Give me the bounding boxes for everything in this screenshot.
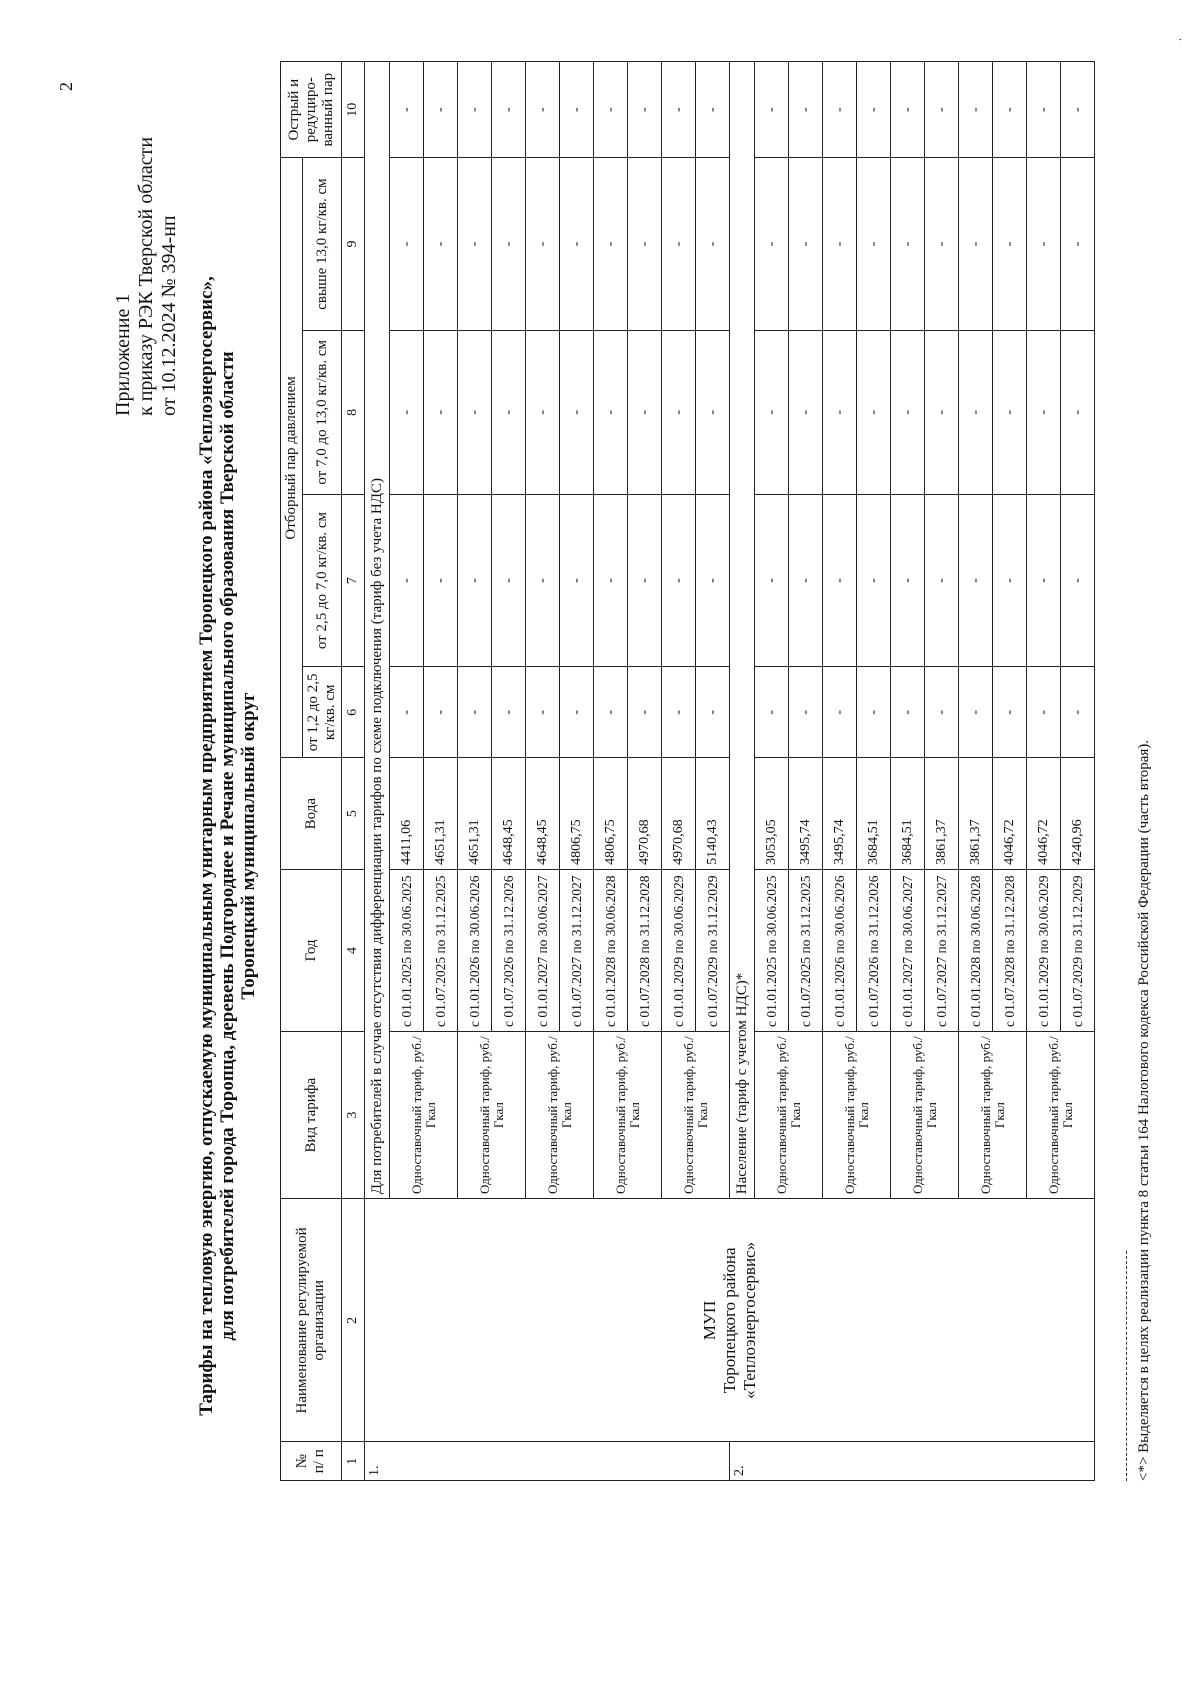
water-tariff: 4648,45 xyxy=(526,758,560,869)
tariff-kind: Одноставочный тариф, руб./Гкал xyxy=(458,1032,526,1199)
appendix-line-2: к приказу РЭК Тверской области xyxy=(135,136,157,416)
empty-dash-cell: - xyxy=(594,62,628,158)
header-pressure-4: свыше 13,0 кг/кв. см xyxy=(303,158,342,330)
empty-dash-cell: - xyxy=(755,667,789,758)
empty-dash-cell: - xyxy=(891,494,925,666)
period: с 01.07.2025 по 31.12.2025 xyxy=(789,869,823,1031)
water-tariff: 3684,51 xyxy=(891,758,925,869)
empty-dash-cell: - xyxy=(492,667,526,758)
period: с 01.07.2026 по 31.12.2026 xyxy=(857,869,891,1031)
header-pressure-1: от 1,2 до 2,5 кг/кв. см xyxy=(303,667,342,758)
period: с 01.01.2027 по 30.06.2027 xyxy=(891,869,925,1031)
empty-dash-cell: - xyxy=(1061,62,1095,158)
empty-dash-cell: - xyxy=(755,494,789,666)
organization-name-line: Торопецкого района xyxy=(719,1247,739,1394)
period: с 01.01.2025 по 30.06.2025 xyxy=(755,869,789,1031)
empty-dash-cell: - xyxy=(390,494,424,666)
col-number: 3 xyxy=(342,1032,365,1199)
period: с 01.07.2025 по 31.12.2025 xyxy=(424,869,458,1031)
water-tariff: 3684,51 xyxy=(857,758,891,869)
empty-dash-cell: - xyxy=(628,62,662,158)
empty-dash-cell: - xyxy=(959,330,993,494)
empty-dash-cell: - xyxy=(594,158,628,330)
empty-dash-cell: - xyxy=(424,494,458,666)
appendix-line-1: Приложение 1 xyxy=(112,293,134,416)
title-line-3: Торопецкий муниципальный округ xyxy=(238,692,259,1000)
empty-dash-cell: - xyxy=(662,158,696,330)
water-tariff: 3861,37 xyxy=(925,758,959,869)
period: с 01.01.2028 по 30.06.2028 xyxy=(594,869,628,1031)
empty-dash-cell: - xyxy=(492,62,526,158)
empty-dash-cell: - xyxy=(628,494,662,666)
period: с 01.07.2028 по 31.12.2028 xyxy=(993,869,1027,1031)
empty-dash-cell: - xyxy=(925,62,959,158)
empty-dash-cell: - xyxy=(925,330,959,494)
tariff-kind: Одноставочный тариф, руб./Гкал xyxy=(662,1032,730,1199)
section-title: Для потребителей в случае отсутствия дифференциации тарифов по схеме подключения (тариф без учета НДС) xyxy=(365,62,390,1199)
empty-dash-cell: - xyxy=(424,62,458,158)
empty-dash-cell: - xyxy=(925,667,959,758)
section-title: Население (тариф с учетом НДС)* xyxy=(730,62,755,1199)
water-tariff: 3495,74 xyxy=(789,758,823,869)
col-number: 9 xyxy=(342,158,365,330)
empty-dash-cell: - xyxy=(390,158,424,330)
empty-dash-cell: - xyxy=(492,330,526,494)
tariff-kind: Одноставочный тариф, руб./Гкал xyxy=(1027,1032,1095,1199)
empty-dash-cell: - xyxy=(458,330,492,494)
period: с 01.07.2029 по 31.12.2029 xyxy=(696,869,730,1031)
empty-dash-cell: - xyxy=(891,330,925,494)
header-no: № п/ п xyxy=(281,1442,342,1481)
empty-dash-cell: - xyxy=(959,494,993,666)
empty-dash-cell: - xyxy=(526,330,560,494)
empty-dash-cell: - xyxy=(424,158,458,330)
empty-dash-cell: - xyxy=(925,494,959,666)
header-sharp-steam: Острый и редуциро-ванный пар xyxy=(281,62,342,158)
empty-dash-cell: - xyxy=(424,667,458,758)
period: с 01.07.2029 по 31.12.2029 xyxy=(1061,869,1095,1031)
empty-dash-cell: - xyxy=(526,62,560,158)
tariff-kind: Одноставочный тариф, руб./Гкал xyxy=(891,1032,959,1199)
empty-dash-cell: - xyxy=(628,158,662,330)
corner-mark: . xyxy=(1170,38,1184,41)
empty-dash-cell: - xyxy=(755,330,789,494)
tariff-kind: Одноставочный тариф, руб./Гкал xyxy=(959,1032,1027,1199)
empty-dash-cell: - xyxy=(594,667,628,758)
water-tariff: 4046,72 xyxy=(993,758,1027,869)
empty-dash-cell: - xyxy=(526,494,560,666)
header-org: Наименование регулируемой организации xyxy=(281,1199,342,1442)
empty-dash-cell: - xyxy=(1061,330,1095,494)
empty-dash-cell: - xyxy=(560,158,594,330)
col-number: 8 xyxy=(342,330,365,494)
empty-dash-cell: - xyxy=(789,158,823,330)
empty-dash-cell: - xyxy=(959,667,993,758)
empty-dash-cell: - xyxy=(560,494,594,666)
tariff-kind: Одноставочный тариф, руб./Гкал xyxy=(755,1032,823,1199)
empty-dash-cell: - xyxy=(823,158,857,330)
empty-dash-cell: - xyxy=(492,494,526,666)
empty-dash-cell: - xyxy=(1027,667,1061,758)
empty-dash-cell: - xyxy=(696,667,730,758)
empty-dash-cell: - xyxy=(696,62,730,158)
appendix-note xyxy=(112,137,181,416)
section-number: 2. xyxy=(730,1442,1095,1481)
empty-dash-cell: - xyxy=(696,494,730,666)
water-tariff: 4648,45 xyxy=(492,758,526,869)
appendix-line-3: от 10.12.2024 № 394-нп xyxy=(158,215,180,416)
empty-dash-cell: - xyxy=(662,494,696,666)
organization-name-line: «Теплоэнергосервис» xyxy=(739,1241,759,1399)
empty-dash-cell: - xyxy=(628,330,662,494)
empty-dash-cell: - xyxy=(789,494,823,666)
empty-dash-cell: - xyxy=(925,158,959,330)
period: с 01.01.2029 по 30.06.2029 xyxy=(1027,869,1061,1031)
empty-dash-cell: - xyxy=(1061,158,1095,330)
empty-dash-cell: - xyxy=(1027,62,1061,158)
tariff-kind: Одноставочный тариф, руб./Гкал xyxy=(390,1032,458,1199)
col-number: 2 xyxy=(342,1199,365,1442)
organization-name-line: МУП xyxy=(699,1300,719,1341)
tariff-table xyxy=(280,61,1095,1481)
empty-dash-cell: - xyxy=(857,158,891,330)
header-water: Вода xyxy=(281,758,342,869)
header-pressure-2: от 2,5 до 7,0 кг/кв. см xyxy=(303,494,342,666)
empty-dash-cell: - xyxy=(823,330,857,494)
document-title xyxy=(196,236,259,1456)
col-number: 1 xyxy=(342,1442,365,1481)
period: с 01.01.2026 по 30.06.2026 xyxy=(823,869,857,1031)
empty-dash-cell: - xyxy=(696,330,730,494)
empty-dash-cell: - xyxy=(959,158,993,330)
col-number: 10 xyxy=(342,62,365,158)
empty-dash-cell: - xyxy=(993,158,1027,330)
empty-dash-cell: - xyxy=(993,330,1027,494)
water-tariff: 4240,96 xyxy=(1061,758,1095,869)
water-tariff: 3053,05 xyxy=(755,758,789,869)
empty-dash-cell: - xyxy=(628,667,662,758)
section-row xyxy=(365,62,390,1481)
period: с 01.07.2027 по 31.12.2027 xyxy=(925,869,959,1031)
empty-dash-cell: - xyxy=(1061,494,1095,666)
water-tariff: 4806,75 xyxy=(560,758,594,869)
period: с 01.01.2027 по 30.06.2027 xyxy=(526,869,560,1031)
period: с 01.07.2027 по 31.12.2027 xyxy=(560,869,594,1031)
water-tariff: 4970,68 xyxy=(628,758,662,869)
empty-dash-cell: - xyxy=(789,667,823,758)
empty-dash-cell: - xyxy=(959,62,993,158)
period: с 01.01.2026 по 30.06.2026 xyxy=(458,869,492,1031)
period: с 01.01.2025 по 30.06.2025 xyxy=(390,869,424,1031)
empty-dash-cell: - xyxy=(1061,667,1095,758)
water-tariff: 4806,75 xyxy=(594,758,628,869)
empty-dash-cell: - xyxy=(891,667,925,758)
empty-dash-cell: - xyxy=(390,62,424,158)
empty-dash-cell: - xyxy=(458,158,492,330)
water-tariff: 4970,68 xyxy=(662,758,696,869)
empty-dash-cell: - xyxy=(857,667,891,758)
empty-dash-cell: - xyxy=(560,330,594,494)
empty-dash-cell: - xyxy=(1027,158,1061,330)
water-tariff: 4411,06 xyxy=(390,758,424,869)
col-number: 4 xyxy=(342,869,365,1031)
period: с 01.01.2028 по 30.06.2028 xyxy=(959,869,993,1031)
empty-dash-cell: - xyxy=(1027,494,1061,666)
empty-dash-cell: - xyxy=(755,158,789,330)
empty-dash-cell: - xyxy=(458,494,492,666)
empty-dash-cell: - xyxy=(823,667,857,758)
empty-dash-cell: - xyxy=(823,494,857,666)
water-tariff: 3495,74 xyxy=(823,758,857,869)
empty-dash-cell: - xyxy=(891,158,925,330)
header-kind: Вид тарифа xyxy=(281,1032,342,1199)
page-number: 2 xyxy=(56,82,76,91)
water-tariff: 4651,31 xyxy=(458,758,492,869)
empty-dash-cell: - xyxy=(891,62,925,158)
water-tariff: 3861,37 xyxy=(959,758,993,869)
empty-dash-cell: - xyxy=(594,494,628,666)
header-year: Год xyxy=(281,869,342,1031)
empty-dash-cell: - xyxy=(560,62,594,158)
column-number-row xyxy=(342,62,365,1481)
empty-dash-cell: - xyxy=(526,158,560,330)
empty-dash-cell: - xyxy=(458,62,492,158)
organization-name-cell xyxy=(365,1199,1095,1442)
empty-dash-cell: - xyxy=(993,494,1027,666)
period: с 01.01.2029 по 30.06.2029 xyxy=(662,869,696,1031)
section-number: 1. xyxy=(365,1442,730,1481)
empty-dash-cell: - xyxy=(993,667,1027,758)
empty-dash-cell: - xyxy=(424,330,458,494)
period: с 01.07.2026 по 31.12.2026 xyxy=(492,869,526,1031)
empty-dash-cell: - xyxy=(526,667,560,758)
header-pressure-3: от 7,0 до 13,0 кг/кв. см xyxy=(303,330,342,494)
tariff-kind: Одноставочный тариф, руб./Гкал xyxy=(526,1032,594,1199)
header-row-1 xyxy=(281,62,303,1481)
period: с 01.07.2028 по 31.12.2028 xyxy=(628,869,662,1031)
empty-dash-cell: - xyxy=(857,62,891,158)
empty-dash-cell: - xyxy=(662,330,696,494)
title-line-1: Тарифы на тепловую энергию, отпускаемую муниципальным унитарным предприятием Торопецкого района «Теплоэнергосервис», xyxy=(196,276,217,1416)
col-number: 6 xyxy=(342,667,365,758)
empty-dash-cell: - xyxy=(755,62,789,158)
empty-dash-cell: - xyxy=(857,494,891,666)
empty-dash-cell: - xyxy=(662,667,696,758)
empty-dash-cell: - xyxy=(696,158,730,330)
empty-dash-cell: - xyxy=(1027,330,1061,494)
empty-dash-cell: - xyxy=(857,330,891,494)
empty-dash-cell: - xyxy=(390,330,424,494)
empty-dash-cell: - xyxy=(492,158,526,330)
empty-dash-cell: - xyxy=(458,667,492,758)
empty-dash-cell: - xyxy=(789,330,823,494)
empty-dash-cell: - xyxy=(993,62,1027,158)
water-tariff: 4651,31 xyxy=(424,758,458,869)
footnote-divider xyxy=(1126,1251,1127,1481)
tariff-kind: Одноставочный тариф, руб./Гкал xyxy=(823,1032,891,1199)
empty-dash-cell: - xyxy=(560,667,594,758)
empty-dash-cell: - xyxy=(390,667,424,758)
empty-dash-cell: - xyxy=(789,62,823,158)
title-line-2: для потребителей города Торопца, деревень Подгороднее и Речане муниципального образования Тверской области xyxy=(217,351,238,1341)
col-number: 5 xyxy=(342,758,365,869)
col-number: 7 xyxy=(342,494,365,666)
water-tariff: 5140,43 xyxy=(696,758,730,869)
empty-dash-cell: - xyxy=(662,62,696,158)
empty-dash-cell: - xyxy=(823,62,857,158)
tariff-kind: Одноставочный тариф, руб./Гкал xyxy=(594,1032,662,1199)
water-tariff: 4046,72 xyxy=(1027,758,1061,869)
footnote: <*> Выделяется в целях реализации пункта 8 статьи 164 Налогового кодекса Российской Федерации (часть вторая). xyxy=(1136,739,1152,1481)
header-selected-steam: Отборный пар давлением xyxy=(281,158,303,758)
empty-dash-cell: - xyxy=(594,330,628,494)
